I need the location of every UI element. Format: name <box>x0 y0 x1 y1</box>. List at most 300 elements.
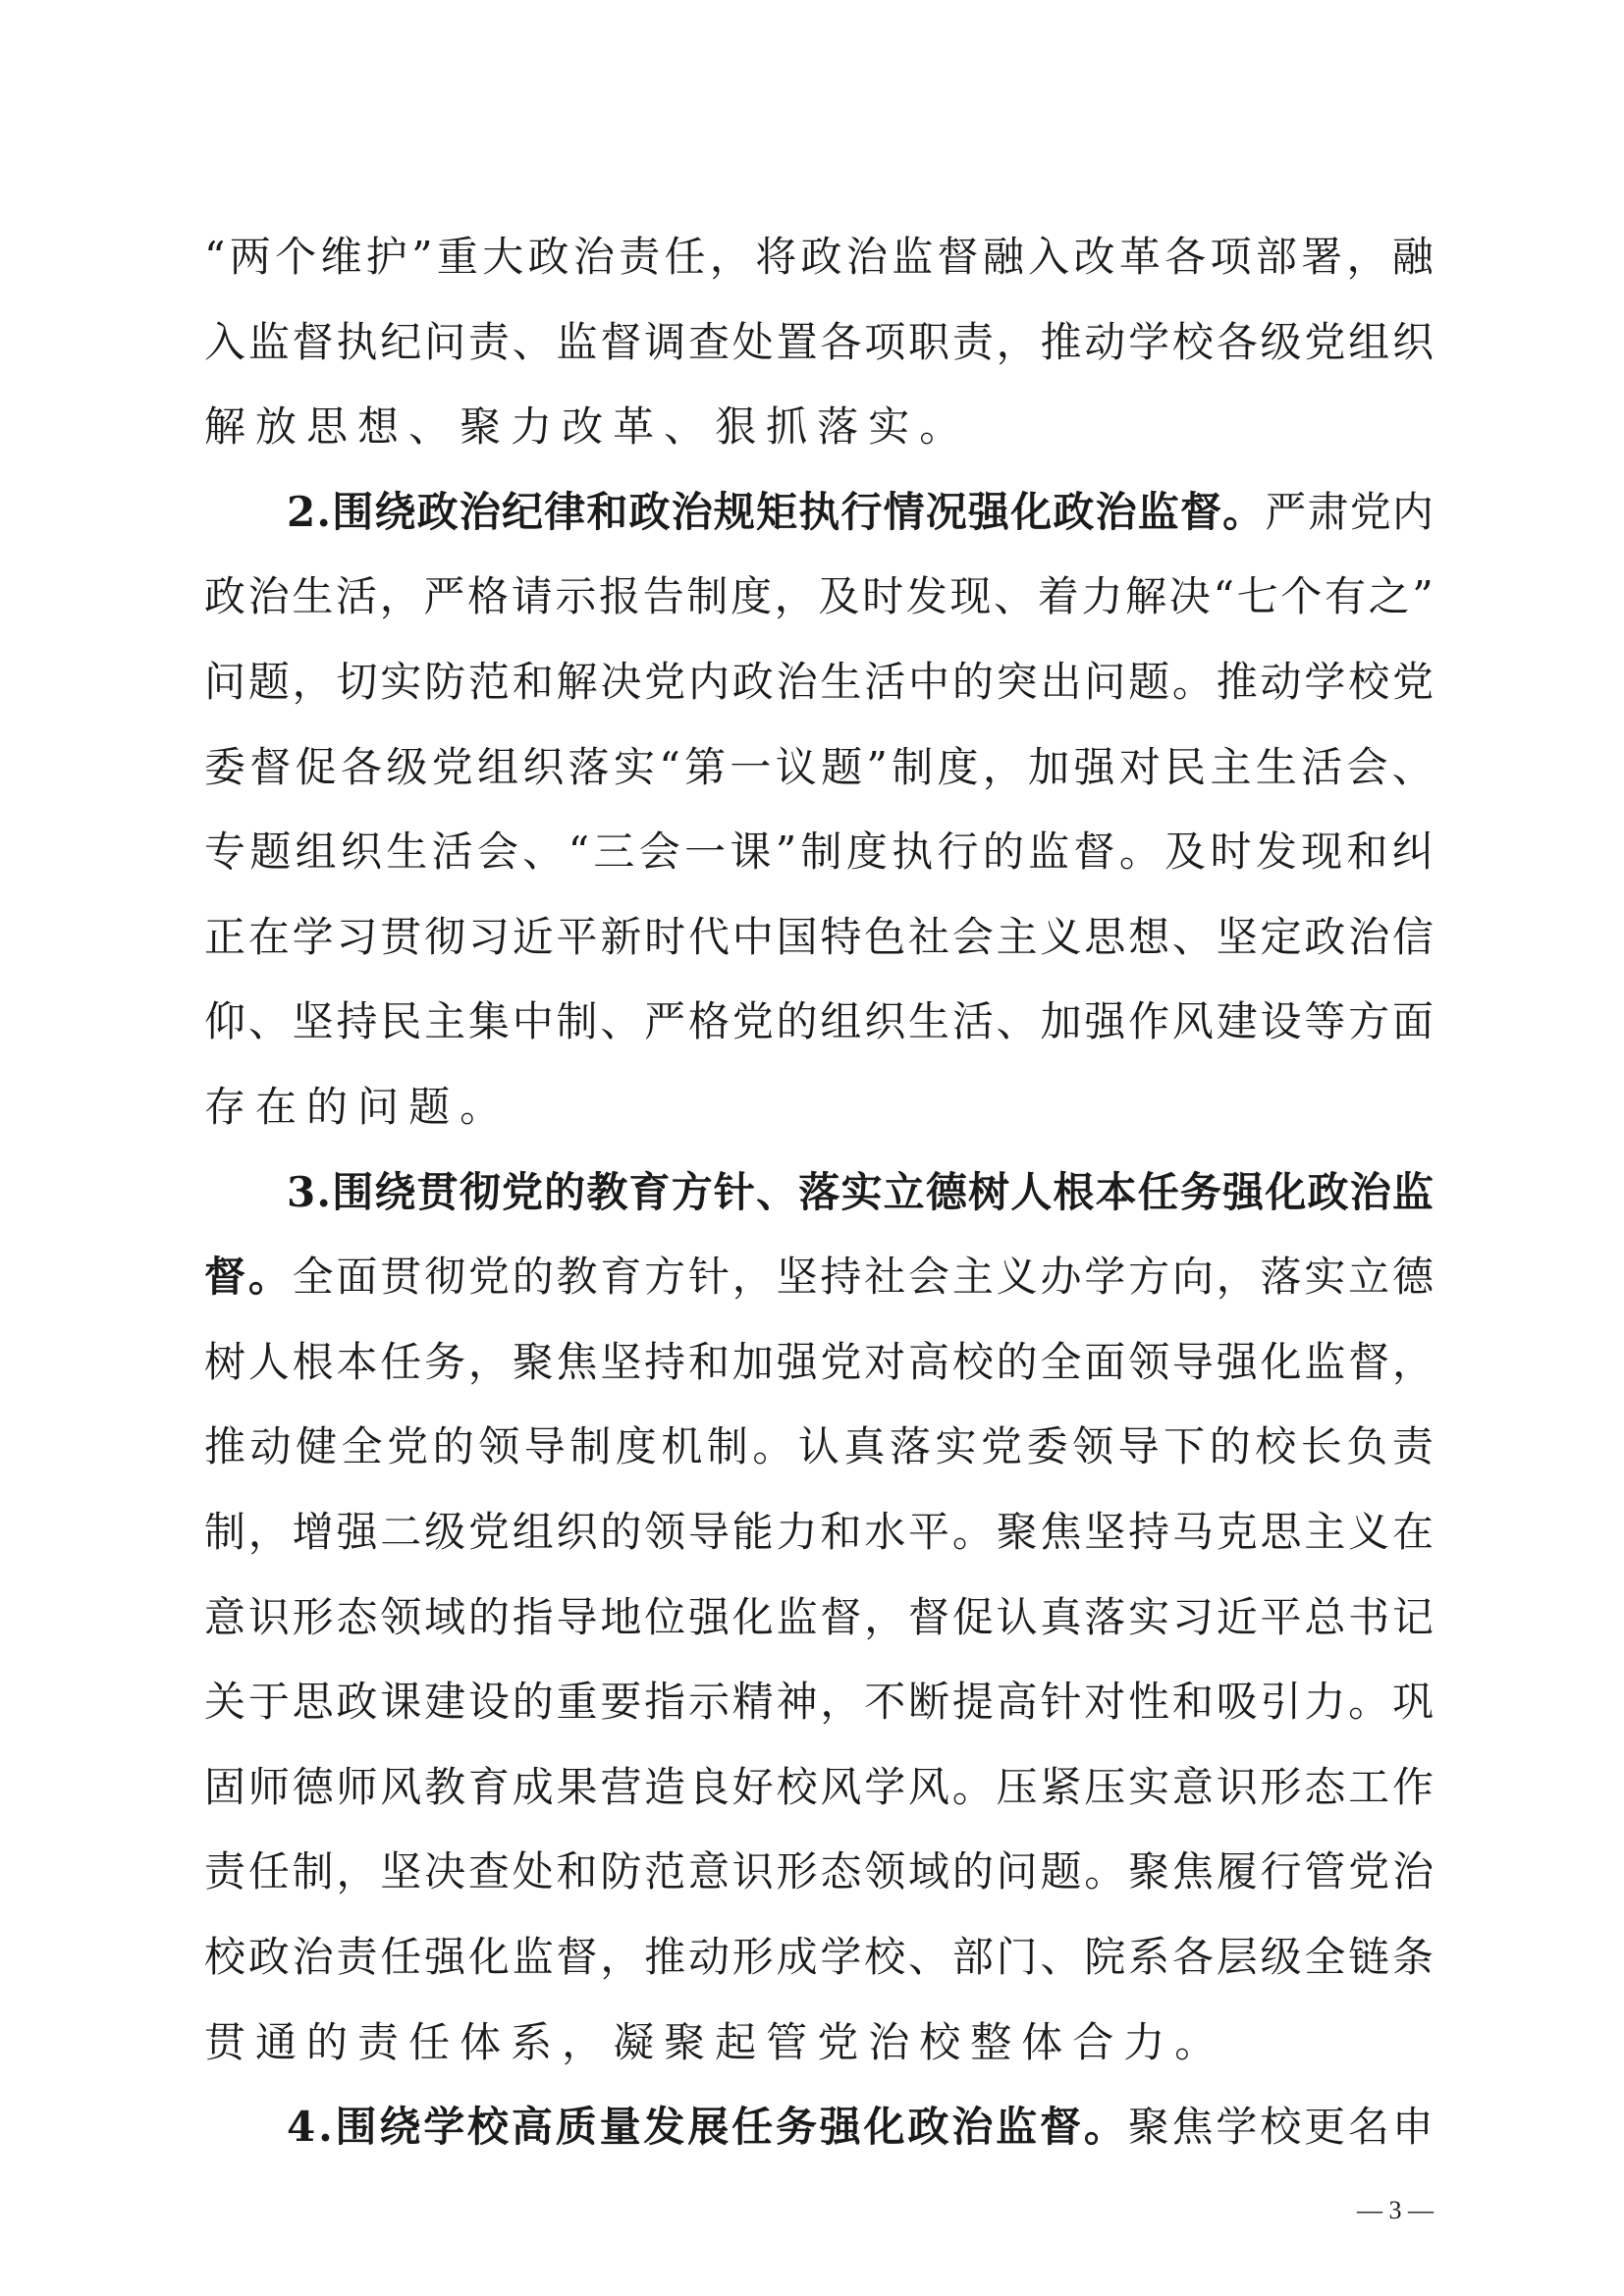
text-glyph: 学 <box>1304 658 1346 706</box>
text-glyph: 精 <box>731 1678 774 1727</box>
text-glyph: 级 <box>424 1508 466 1556</box>
text-glyph: 固 <box>204 1762 246 1811</box>
text-glyph: 、 <box>1391 742 1434 791</box>
text-glyph: 设 <box>467 1678 510 1727</box>
text-glyph: 加 <box>731 1337 774 1386</box>
text-glyph: ， <box>709 233 751 281</box>
text-glyph: 紧 <box>1040 1762 1082 1811</box>
text-glyph: 会 <box>1346 742 1388 791</box>
text-glyph: 思 <box>306 402 349 452</box>
text-glyph: 实 <box>1304 1253 1346 1302</box>
text-glyph: 治 <box>845 233 888 281</box>
text-glyph: 彻 <box>459 1167 501 1216</box>
text-glyph: 于 <box>247 1678 290 1727</box>
text-glyph: 党 <box>731 997 774 1046</box>
text-glyph: 专 <box>204 828 246 877</box>
text-glyph: 申 <box>1391 2103 1434 2152</box>
text-glyph: ， <box>600 1933 642 1981</box>
text-glyph: 着 <box>1037 572 1079 621</box>
text-glyph: 、 <box>664 402 706 452</box>
text-glyph: 出 <box>1040 658 1082 706</box>
text-glyph: 课 <box>730 828 772 877</box>
text-glyph: 形 <box>1260 1762 1302 1811</box>
text-glyph: 政 <box>628 487 671 536</box>
text-glyph: 党 <box>1391 658 1434 706</box>
text-glyph: 风 <box>1171 997 1214 1046</box>
text-glyph: 意 <box>1171 1762 1214 1811</box>
text-glyph: 严 <box>1265 487 1307 536</box>
text-glyph: 的 <box>306 2017 349 2066</box>
text-glyph: 管 <box>1304 1847 1346 1896</box>
text-glyph: 级 <box>1260 1933 1302 1981</box>
text-glyph: 落 <box>1084 1592 1126 1641</box>
text-glyph: 治 <box>1391 1847 1434 1896</box>
text-glyph: “ <box>659 742 680 791</box>
text-glyph: 树 <box>204 1337 246 1386</box>
text-glyph: 学 <box>1128 317 1170 366</box>
text-glyph: 执 <box>798 487 840 536</box>
text-glyph: 针 <box>687 1253 730 1302</box>
text-glyph: 方 <box>1348 997 1390 1046</box>
text-glyph: 政 <box>800 233 842 281</box>
text-glyph: 体 <box>1021 2017 1063 2066</box>
text-glyph: 聚 <box>664 2017 706 2066</box>
text-glyph: 制 <box>686 572 729 621</box>
text-glyph: 活 <box>864 658 906 706</box>
text-glyph: 贯 <box>416 1167 459 1216</box>
text-glyph: 凝 <box>613 2017 655 2066</box>
text-glyph: 职 <box>908 317 950 366</box>
text-glyph: 校 <box>919 2017 961 2066</box>
text-glyph: 管 <box>766 2017 808 2066</box>
text-glyph: 主 <box>951 1253 994 1302</box>
text-glyph: 压 <box>996 1762 1038 1811</box>
text-glyph: 成 <box>512 1762 554 1811</box>
text-line <box>204 983 1434 1061</box>
text-glyph: 地 <box>600 1592 642 1641</box>
text-glyph: 度 <box>615 1422 657 1471</box>
text-glyph: 导 <box>556 1592 598 1641</box>
text-glyph: 强 <box>1216 1337 1258 1386</box>
text-glyph: 二 <box>380 1508 422 1556</box>
text-glyph: 人 <box>247 1337 290 1386</box>
text-glyph: 组 <box>512 1508 554 1556</box>
text-glyph: 校 <box>1260 2103 1302 2152</box>
text-line <box>204 218 1434 296</box>
text-glyph: 坚 <box>380 1847 422 1896</box>
text-glyph: 名 <box>1347 2103 1389 2152</box>
text-glyph: 负 <box>1346 1422 1388 1471</box>
text-glyph: 全 <box>1040 1337 1082 1386</box>
text-glyph: 高 <box>511 2103 553 2152</box>
text-glyph: 各 <box>340 742 382 791</box>
text-glyph: 治 <box>1348 912 1390 961</box>
text-glyph: 生 <box>292 572 334 621</box>
text-glyph: 化 <box>1265 1167 1307 1216</box>
text-glyph: 纠 <box>1391 828 1434 877</box>
text-glyph: “ <box>204 233 226 281</box>
text-glyph: 入 <box>1028 233 1070 281</box>
text-glyph: 问 <box>357 1083 400 1131</box>
text-glyph: 一 <box>684 828 727 877</box>
text-glyph: 中 <box>908 658 950 706</box>
text-glyph: 督 <box>204 1253 246 1302</box>
text-glyph: 想 <box>1128 912 1170 961</box>
text-line <box>204 558 1434 636</box>
text-glyph: 题 <box>1128 658 1170 706</box>
text-glyph: 和 <box>586 487 628 536</box>
text-glyph: 民 <box>380 997 422 1046</box>
text-glyph: 克 <box>1216 1508 1258 1556</box>
text-glyph: 监 <box>996 2103 1038 2152</box>
text-glyph: 位 <box>644 1592 686 1641</box>
text-glyph: ， <box>820 1678 862 1727</box>
text-glyph: 行 <box>1260 1847 1302 1896</box>
text-line <box>204 2003 1225 2082</box>
text-glyph: 。 <box>752 1422 794 1471</box>
text-glyph: 整 <box>970 2017 1012 2066</box>
text-glyph: 思 <box>1084 912 1126 961</box>
text-line <box>204 813 1434 891</box>
text-glyph: 持 <box>644 1337 686 1386</box>
text-glyph: 、 <box>756 1167 798 1216</box>
text-glyph: 责 <box>204 1847 246 1896</box>
text-glyph: 任 <box>380 1933 422 1981</box>
text-glyph: 执 <box>892 828 934 877</box>
text-glyph: 条 <box>1391 1933 1434 1981</box>
text-glyph: 各 <box>1164 233 1207 281</box>
text-glyph: 实 <box>1128 1762 1170 1811</box>
text-glyph: 动 <box>1260 658 1302 706</box>
text-glyph: 围 <box>335 2103 377 2152</box>
text-glyph: 系 <box>1128 1933 1170 1981</box>
text-glyph: 要 <box>600 1678 642 1727</box>
text-glyph: 师 <box>336 1762 378 1811</box>
text-glyph: 监 <box>556 317 598 366</box>
text-glyph: ， <box>247 1508 290 1556</box>
text-glyph: 识 <box>247 1592 290 1641</box>
text-line <box>204 1238 1434 1316</box>
text-glyph: 3 <box>287 1167 316 1216</box>
text-glyph: 度 <box>845 828 888 877</box>
text-glyph: 调 <box>644 317 686 366</box>
text-glyph: 吸 <box>1216 1678 1258 1727</box>
text-glyph: 治 <box>776 658 818 706</box>
text-glyph: 。 <box>951 1762 994 1811</box>
text-glyph: 育 <box>467 1762 510 1811</box>
text-glyph: 促 <box>951 1592 994 1641</box>
text-glyph: 解 <box>556 658 598 706</box>
text-glyph: 问 <box>1084 658 1126 706</box>
text-glyph: 更 <box>1304 2103 1346 2152</box>
text-glyph: 委 <box>1026 1422 1068 1471</box>
text-glyph: 之 <box>1368 572 1410 621</box>
text-glyph: 育 <box>600 1253 642 1302</box>
text-glyph: 贯 <box>380 1253 422 1302</box>
text-glyph: 政 <box>247 1933 290 1981</box>
text-glyph: 。 <box>460 1083 502 1131</box>
text-glyph: 革 <box>613 402 655 452</box>
text-glyph: 署 <box>1301 233 1343 281</box>
text-glyph: 三 <box>593 828 635 877</box>
text-glyph: 格 <box>467 572 510 621</box>
text-glyph: 高 <box>908 1337 950 1386</box>
text-glyph: 聚 <box>460 402 502 452</box>
text-glyph: 政 <box>731 658 774 706</box>
text-glyph: 针 <box>713 1167 755 1216</box>
text-glyph: 治 <box>247 572 290 621</box>
text-glyph: 任 <box>408 2017 451 2066</box>
text-glyph: . <box>316 487 332 536</box>
text-glyph: 纪 <box>501 487 543 536</box>
text-glyph: 和 <box>1171 1678 1214 1727</box>
text-glyph: 落 <box>889 1422 931 1471</box>
text-glyph: 质 <box>555 2103 597 2152</box>
text-glyph: 活 <box>336 572 378 621</box>
text-glyph: 务 <box>1179 1167 1221 1216</box>
text-glyph: 两 <box>229 233 271 281</box>
text-glyph: 政 <box>204 572 246 621</box>
text-glyph: ， <box>1216 1253 1258 1302</box>
text-glyph: ， <box>864 1592 906 1641</box>
text-glyph: 方 <box>671 1167 713 1216</box>
text-glyph: 治 <box>1095 487 1137 536</box>
text-glyph: 治 <box>572 233 615 281</box>
text-glyph: 政 <box>416 487 459 536</box>
text-glyph: 持 <box>336 997 378 1046</box>
text-glyph: 解 <box>1125 572 1167 621</box>
text-glyph: 各 <box>1171 1933 1214 1981</box>
text-glyph: 社 <box>864 1253 906 1302</box>
text-glyph: 主 <box>1210 742 1252 791</box>
text-glyph: 及 <box>818 572 860 621</box>
text-glyph: 监 <box>512 1933 554 1981</box>
text-glyph: ， <box>1391 1337 1434 1386</box>
text-glyph: 告 <box>642 572 684 621</box>
text-glyph: 德 <box>1391 1253 1434 1302</box>
text-glyph: 近 <box>1216 1592 1258 1641</box>
text-glyph: 活 <box>431 828 473 877</box>
text-glyph: 课 <box>380 1678 422 1727</box>
text-glyph: 坚 <box>1216 912 1258 961</box>
text-glyph: 党 <box>467 1253 510 1302</box>
text-glyph: 内 <box>1391 487 1434 536</box>
text-line <box>204 1918 1434 1997</box>
text-glyph: 坚 <box>600 1337 642 1386</box>
text-glyph: 会 <box>638 828 680 877</box>
text-glyph: 发 <box>643 2103 685 2152</box>
text-glyph: 中 <box>512 997 554 1046</box>
text-glyph: 态 <box>820 1847 862 1896</box>
text-glyph: 指 <box>512 1592 554 1641</box>
text-glyph: 代 <box>687 912 730 961</box>
text-glyph: 各 <box>1216 317 1258 366</box>
text-glyph: 焦 <box>1171 1847 1214 1896</box>
text-glyph: 化 <box>1260 1337 1302 1386</box>
text-glyph: 意 <box>204 1592 246 1641</box>
text-glyph: 题 <box>1040 1847 1082 1896</box>
text-glyph: 融 <box>982 233 1024 281</box>
text-glyph: 义 <box>1040 912 1082 961</box>
text-glyph: 系 <box>511 2017 553 2066</box>
text-glyph: 党 <box>817 2017 859 2066</box>
text-glyph: 狠 <box>715 402 757 452</box>
text-glyph: 监 <box>1137 487 1179 536</box>
text-glyph: 强 <box>776 1337 818 1386</box>
text-glyph: 风 <box>820 1762 862 1811</box>
text-glyph: ” <box>411 233 433 281</box>
text-glyph: 责 <box>357 2017 400 2066</box>
text-glyph: 的 <box>951 658 994 706</box>
text-glyph: 学 <box>423 2103 465 2152</box>
text-glyph: 正 <box>204 912 246 961</box>
text-glyph: 实 <box>1128 1592 1170 1641</box>
text-glyph: 风 <box>908 1762 950 1811</box>
text-line <box>287 473 1434 552</box>
text-glyph: 党 <box>1304 317 1346 366</box>
text-glyph: 压 <box>1084 1762 1126 1811</box>
text-glyph: 面 <box>1084 1337 1126 1386</box>
text-glyph: 决 <box>424 1847 466 1896</box>
text-glyph: 习 <box>336 912 378 961</box>
text-glyph: 态 <box>336 1592 378 1641</box>
text-glyph: 主 <box>996 912 1038 961</box>
text-glyph: 处 <box>731 317 774 366</box>
text-glyph: 想 <box>357 402 400 452</box>
text-glyph: 解 <box>204 402 246 452</box>
text-glyph: 坚 <box>1084 1508 1126 1556</box>
text-glyph: 形 <box>776 1847 818 1896</box>
text-glyph: 治 <box>459 487 501 536</box>
text-glyph: 德 <box>292 1762 334 1811</box>
text-glyph: 焦 <box>1171 2103 1214 2152</box>
text-glyph: 级 <box>386 742 428 791</box>
text-glyph: 严 <box>644 997 686 1046</box>
text-glyph: 监 <box>1391 1167 1434 1216</box>
text-glyph: 项 <box>864 317 906 366</box>
text-glyph: 范 <box>467 658 510 706</box>
text-glyph: 形 <box>292 1592 334 1641</box>
text-glyph: 实 <box>613 742 655 791</box>
text-glyph: 况 <box>925 487 967 536</box>
text-glyph: 习 <box>1171 1592 1214 1641</box>
text-glyph: 制 <box>800 828 842 877</box>
text-glyph: 加 <box>1028 742 1070 791</box>
text-glyph: 领 <box>1128 1337 1170 1386</box>
text-glyph: 本 <box>1095 1167 1137 1216</box>
text-glyph: 、 <box>1171 912 1214 961</box>
text-glyph: 。 <box>1222 487 1265 536</box>
text-glyph: 设 <box>1260 997 1302 1046</box>
text-glyph: 建 <box>424 1678 466 1727</box>
text-glyph: 强 <box>687 1592 730 1641</box>
text-glyph: 时 <box>862 572 904 621</box>
text-glyph: 机 <box>661 1422 703 1471</box>
text-glyph: 政 <box>527 233 569 281</box>
text-glyph: 监 <box>1028 828 1070 877</box>
text-glyph: 责 <box>951 317 994 366</box>
text-glyph: 方 <box>644 1253 686 1302</box>
text-glyph: 党 <box>501 1167 543 1216</box>
text-glyph: 校 <box>951 1337 994 1386</box>
text-glyph: 强 <box>336 1508 378 1556</box>
text-glyph: 绕 <box>374 487 416 536</box>
text-glyph: 党 <box>1348 1847 1390 1896</box>
text-glyph: 持 <box>1128 1508 1170 1556</box>
text-glyph: 坚 <box>776 1253 818 1302</box>
text-glyph: 好 <box>731 1762 774 1811</box>
text-glyph: 动 <box>249 1422 292 1471</box>
text-glyph: 真 <box>1040 1592 1082 1641</box>
text-glyph: 思 <box>1260 1508 1302 1556</box>
text-glyph: 党 <box>644 658 686 706</box>
text-glyph: 革 <box>1118 233 1161 281</box>
text-glyph: 4 <box>287 2103 316 2152</box>
text-glyph: 部 <box>1255 233 1297 281</box>
text-glyph: 焦 <box>1040 1508 1082 1556</box>
text-glyph: 抓 <box>766 402 808 452</box>
text-glyph: 教 <box>556 1253 598 1302</box>
text-glyph: 形 <box>731 1933 774 1981</box>
text-glyph: 落 <box>798 1167 840 1216</box>
text-glyph: 学 <box>292 912 334 961</box>
text-glyph: 个 <box>1280 572 1323 621</box>
text-glyph: 党 <box>387 1422 429 1471</box>
text-glyph: 规 <box>713 487 755 536</box>
text-glyph: 治 <box>868 2017 910 2066</box>
text-glyph: 党 <box>1349 487 1391 536</box>
text-glyph: 领 <box>1072 1422 1114 1471</box>
text-glyph: 项 <box>1210 233 1252 281</box>
text-glyph: 生 <box>1255 742 1297 791</box>
text-line <box>204 728 1434 807</box>
text-glyph: 、 <box>600 997 642 1046</box>
text-glyph: 围 <box>332 487 374 536</box>
text-glyph: 总 <box>1304 1592 1346 1641</box>
text-glyph: 作 <box>1128 997 1170 1046</box>
text-glyph: 域 <box>908 1847 950 1896</box>
text-glyph: 引 <box>1260 1678 1302 1727</box>
text-glyph: 义 <box>996 1253 1038 1302</box>
text-glyph: 落 <box>817 402 859 452</box>
text-glyph: 督 <box>820 1592 862 1641</box>
text-glyph: 组 <box>1348 317 1390 366</box>
text-glyph: 近 <box>512 912 554 961</box>
text-glyph: 决 <box>1168 572 1211 621</box>
text-glyph: 工 <box>1348 1762 1390 1811</box>
text-glyph: 力 <box>1081 572 1123 621</box>
text-glyph: 、 <box>994 572 1036 621</box>
text-glyph: 查 <box>687 317 730 366</box>
text-glyph: 聚 <box>996 1508 1038 1556</box>
text-glyph: 义 <box>1348 1508 1390 1556</box>
text-glyph: 政 <box>1304 912 1346 961</box>
text-glyph: ， <box>379 572 421 621</box>
text-glyph: 断 <box>908 1678 950 1727</box>
text-glyph: 的 <box>951 1847 994 1896</box>
text-glyph: 果 <box>556 1762 598 1811</box>
text-glyph: 树 <box>968 1167 1010 1216</box>
text-glyph: 领 <box>380 1592 422 1641</box>
text-glyph: 通 <box>255 2017 298 2066</box>
text-glyph: 强 <box>968 487 1010 536</box>
text-glyph: 重 <box>556 1678 598 1727</box>
text-glyph: 认 <box>996 1592 1038 1641</box>
text-line <box>204 1068 511 1147</box>
text-glyph: 导 <box>523 1422 566 1471</box>
text-glyph: 度 <box>731 572 773 621</box>
text-glyph: 链 <box>1348 1933 1390 1981</box>
